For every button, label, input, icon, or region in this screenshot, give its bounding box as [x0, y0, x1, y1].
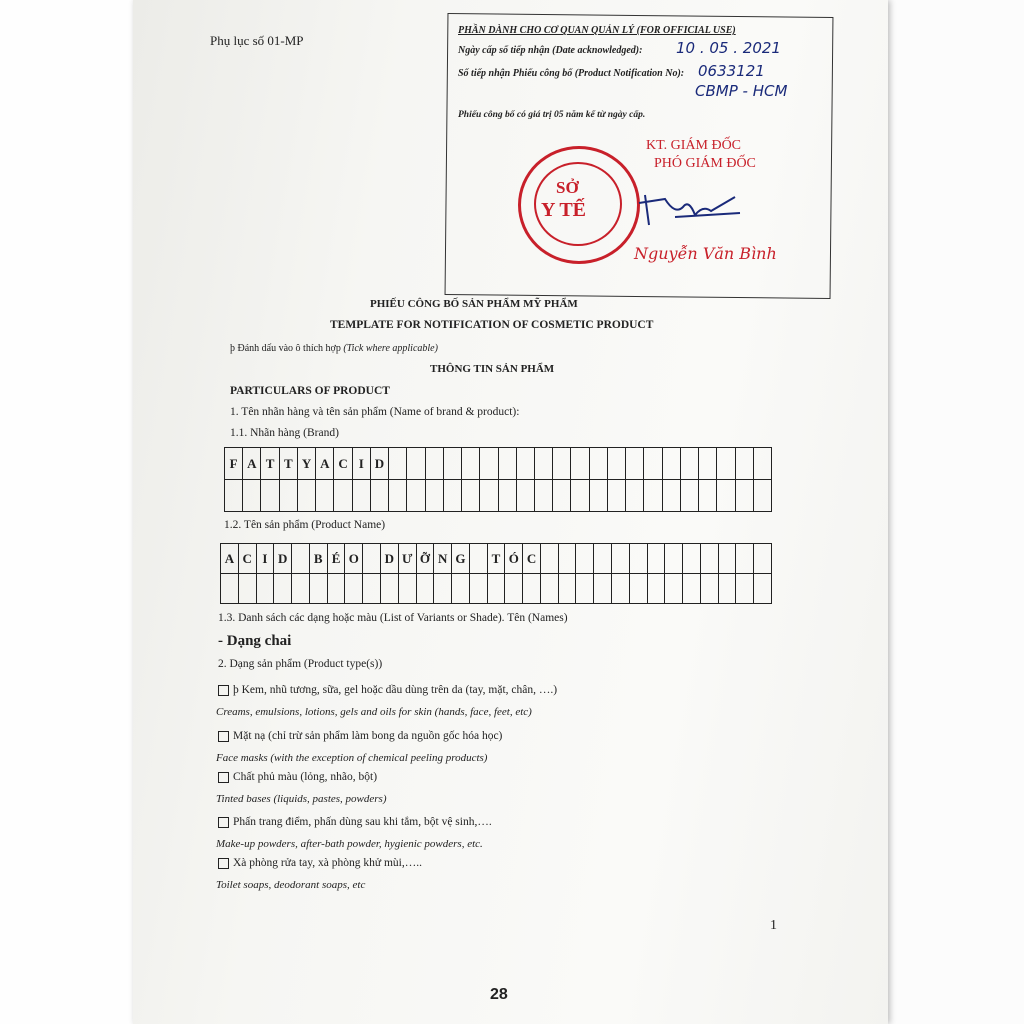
- empty-cell: [243, 480, 261, 512]
- letter-cell: [608, 448, 626, 480]
- letter-cell: [444, 448, 462, 480]
- empty-cell: [316, 480, 334, 512]
- variant-name: - Dạng chai: [218, 633, 292, 649]
- brand-grid: [224, 447, 772, 512]
- validity-note: Phiếu công bố có giá trị 05 năm kể từ ngày cấp.: [458, 110, 646, 120]
- tick-note-en: (Tick where applicable): [343, 343, 438, 354]
- empty-cell: [754, 480, 772, 512]
- product-type-vn: Mặt nạ (chỉ trừ sản phẩm làm bong da nguồn gốc hóa học): [233, 730, 503, 742]
- empty-cell: [371, 480, 389, 512]
- empty-cell: [644, 480, 662, 512]
- letter-cell: I: [257, 544, 275, 574]
- annex-label: Phụ lục số 01-MP: [210, 33, 304, 48]
- checkbox-icon: [218, 731, 229, 742]
- letter-cell: C: [239, 544, 257, 574]
- empty-cell: [363, 574, 381, 604]
- empty-cell: [225, 480, 243, 512]
- item-1-3-label: 1.3. Danh sách các dạng hoặc màu (List of Variants or Shade). Tên (Names): [218, 612, 568, 624]
- product-type-en: Creams, emulsions, lotions, gels and oils for skin (hands, face, feet, etc): [216, 706, 532, 718]
- item-1-1-label: 1.1. Nhãn hàng (Brand): [230, 427, 339, 439]
- empty-cell: [488, 574, 506, 604]
- empty-cell: [434, 574, 452, 604]
- item-1-label: 1. Tên nhãn hàng và tên sản phẩm (Name of brand & product):: [230, 406, 520, 418]
- letter-cell: F: [225, 448, 243, 480]
- empty-cell: [523, 574, 541, 604]
- product-type-option: [218, 857, 422, 869]
- checkbox-icon: [218, 858, 229, 869]
- product-type-en: Face masks (with the exception of chemical peeling products): [216, 752, 488, 764]
- letter-cell: [470, 544, 488, 574]
- product-type-en: Tinted bases (liquids, pastes, powders): [216, 793, 387, 805]
- empty-cell: [239, 574, 257, 604]
- letter-cell: [663, 448, 681, 480]
- notification-number-value: 0633121: [698, 62, 765, 80]
- letter-cell: [576, 544, 594, 574]
- product-type-option: [218, 684, 557, 696]
- letter-cell: [754, 448, 772, 480]
- section-title-vn: THÔNG TIN SẢN PHẨM: [430, 363, 555, 375]
- empty-cell: [399, 574, 417, 604]
- letter-cell: É: [328, 544, 346, 574]
- empty-cell: [736, 574, 754, 604]
- letter-cell: Y: [298, 448, 316, 480]
- letter-cell: [717, 448, 735, 480]
- product-type-vn: Phấn trang điểm, phấn dùng sau khi tắm, bột vệ sinh,….: [233, 816, 492, 828]
- letter-cell: D: [274, 544, 292, 574]
- empty-cell: [499, 480, 517, 512]
- letter-cell: [612, 544, 630, 574]
- letter-cell: [594, 544, 612, 574]
- empty-cell: [345, 574, 363, 604]
- letter-cell: [736, 544, 754, 574]
- letter-cell: [499, 448, 517, 480]
- letter-cell: [541, 544, 559, 574]
- empty-cell: [257, 574, 275, 604]
- empty-cell: [630, 574, 648, 604]
- empty-cell: [261, 480, 279, 512]
- empty-cell: [407, 480, 425, 512]
- empty-cell: [681, 480, 699, 512]
- empty-cell: [736, 480, 754, 512]
- empty-cell: [590, 480, 608, 512]
- letter-cell: T: [488, 544, 506, 574]
- empty-cell: [576, 574, 594, 604]
- checkbox-icon: [218, 817, 229, 828]
- empty-cell: [452, 574, 470, 604]
- notification-number-suffix: CBMP - HCM: [695, 82, 788, 100]
- empty-cell: [389, 480, 407, 512]
- letter-cell: [535, 448, 553, 480]
- product-type-vn: Chất phủ màu (lỏng, nhão, bột): [233, 771, 378, 783]
- letter-cell: Ỡ: [417, 544, 435, 574]
- signer-name: Nguyễn Văn Bình: [634, 244, 777, 263]
- empty-cell: [626, 480, 644, 512]
- empty-cell: [310, 574, 328, 604]
- date-acknowledged-label: Ngày cấp số tiếp nhận (Date acknowledged):: [458, 45, 643, 56]
- product-type-option: [218, 730, 502, 742]
- tick-note: [230, 343, 438, 354]
- item-2-label: 2. Dạng sản phẩm (Product type(s)): [218, 658, 383, 670]
- empty-cell: [426, 480, 444, 512]
- letter-cell: [665, 544, 683, 574]
- empty-cell: [444, 480, 462, 512]
- notification-number-label: Số tiếp nhận Phiếu công bố (Product Notification No):: [458, 68, 685, 79]
- empty-cell: [608, 480, 626, 512]
- item-1-2-label: 1.2. Tên sản phẩm (Product Name): [224, 519, 386, 531]
- empty-cell: [754, 574, 772, 604]
- letter-cell: [736, 448, 754, 480]
- letter-cell: [701, 544, 719, 574]
- letter-cell: A: [243, 448, 261, 480]
- letter-cell: [571, 448, 589, 480]
- empty-cell: [665, 574, 683, 604]
- letter-cell: D: [371, 448, 389, 480]
- letter-cell: [699, 448, 717, 480]
- letter-cell: [648, 544, 666, 574]
- signatory-title-2: PHÓ GIÁM ĐỐC: [654, 156, 756, 171]
- letter-cell: [426, 448, 444, 480]
- letter-cell: [517, 448, 535, 480]
- product-type-vn: þ Kem, nhũ tương, sữa, gel hoặc dầu dùng trên da (tay, mặt, chân, ….): [233, 684, 558, 696]
- empty-cell: [717, 480, 735, 512]
- empty-cell: [535, 480, 553, 512]
- empty-cell: [470, 574, 488, 604]
- letter-cell: [590, 448, 608, 480]
- product-type-en: Toilet soaps, deodorant soaps, etc: [216, 879, 366, 891]
- empty-cell: [274, 574, 292, 604]
- stamp-text-top: SỞ: [556, 178, 579, 197]
- booklet-page-number: 28: [490, 986, 508, 1003]
- form-title-en: TEMPLATE FOR NOTIFICATION OF COSMETIC PRODUCT: [330, 319, 654, 331]
- empty-cell: [559, 574, 577, 604]
- empty-cell: [663, 480, 681, 512]
- signatory-title-1: KT. GIÁM ĐỐC: [646, 138, 742, 153]
- letter-cell: B: [310, 544, 328, 574]
- checkbox-icon: [218, 685, 229, 696]
- letter-cell: C: [334, 448, 352, 480]
- empty-cell: [328, 574, 346, 604]
- letter-cell: D: [381, 544, 399, 574]
- product-name-grid: [220, 543, 772, 604]
- letter-cell: [363, 544, 381, 574]
- letter-cell: T: [261, 448, 279, 480]
- empty-cell: [648, 574, 666, 604]
- empty-cell: [612, 574, 630, 604]
- letter-cell: T: [280, 448, 298, 480]
- empty-cell: [541, 574, 559, 604]
- empty-cell: [381, 574, 399, 604]
- empty-cell: [505, 574, 523, 604]
- letter-cell: [292, 544, 310, 574]
- empty-cell: [280, 480, 298, 512]
- letter-cell: G: [452, 544, 470, 574]
- letter-cell: C: [523, 544, 541, 574]
- page-number: 1: [770, 918, 777, 933]
- empty-cell: [683, 574, 701, 604]
- letter-cell: [683, 544, 701, 574]
- empty-cell: [701, 574, 719, 604]
- letter-cell: [754, 544, 772, 574]
- empty-cell: [699, 480, 717, 512]
- letter-cell: [681, 448, 699, 480]
- empty-cell: [719, 574, 737, 604]
- empty-cell: [553, 480, 571, 512]
- letter-cell: I: [353, 448, 371, 480]
- official-use-title: PHẦN DÀNH CHO CƠ QUAN QUẢN LÝ (FOR OFFICIAL USE): [458, 25, 736, 36]
- section-title-en: PARTICULARS OF PRODUCT: [230, 385, 390, 397]
- letter-cell: [480, 448, 498, 480]
- empty-cell: [334, 480, 352, 512]
- letter-cell: A: [316, 448, 334, 480]
- letter-cell: [553, 448, 571, 480]
- letter-cell: [630, 544, 648, 574]
- empty-cell: [298, 480, 316, 512]
- empty-cell: [594, 574, 612, 604]
- letter-cell: A: [221, 544, 239, 574]
- letter-cell: [407, 448, 425, 480]
- product-type-vn: Xà phòng rửa tay, xà phòng khử mùi,…..: [233, 857, 422, 869]
- empty-cell: [292, 574, 310, 604]
- letter-cell: N: [434, 544, 452, 574]
- empty-cell: [221, 574, 239, 604]
- date-acknowledged-value: 10 . 05 . 2021: [676, 39, 781, 57]
- product-type-option: [218, 816, 492, 828]
- letter-cell: [644, 448, 662, 480]
- empty-cell: [517, 480, 535, 512]
- tick-note-vn: þ Đánh dấu vào ô thích hợp: [230, 343, 341, 354]
- form-title-vn: PHIẾU CÔNG BỐ SẢN PHẨM MỸ PHẨM: [370, 298, 578, 310]
- letter-cell: [719, 544, 737, 574]
- letter-cell: [462, 448, 480, 480]
- letter-cell: [389, 448, 407, 480]
- empty-cell: [480, 480, 498, 512]
- letter-cell: Ư: [399, 544, 417, 574]
- stamp-text-main: Y TẾ: [541, 199, 587, 221]
- letter-cell: [626, 448, 644, 480]
- empty-cell: [462, 480, 480, 512]
- signature-image: [625, 185, 745, 235]
- background-right: [874, 0, 1024, 1024]
- checkbox-icon: [218, 772, 229, 783]
- empty-cell: [353, 480, 371, 512]
- empty-cell: [417, 574, 435, 604]
- empty-cell: [571, 480, 589, 512]
- background-left: [0, 0, 135, 1024]
- product-type-option: [218, 771, 377, 783]
- letter-cell: Ó: [505, 544, 523, 574]
- letter-cell: [559, 544, 577, 574]
- product-type-en: Make-up powders, after-bath powder, hygienic powders, etc.: [216, 838, 483, 850]
- letter-cell: O: [345, 544, 363, 574]
